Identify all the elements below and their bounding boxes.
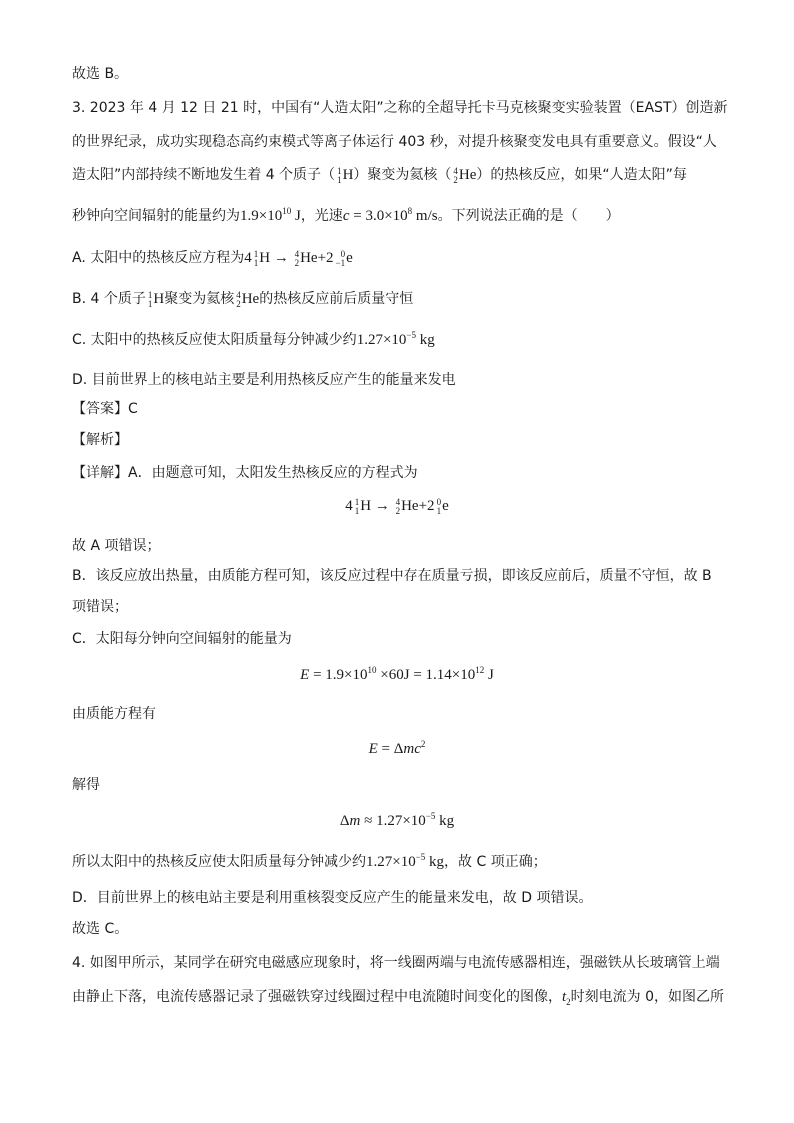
mantissa: = 3.0×10 xyxy=(349,208,408,224)
line-4 xyxy=(72,165,687,185)
element: He xyxy=(401,498,419,514)
unit: kg xyxy=(435,813,455,829)
line-21 xyxy=(72,775,100,795)
text: 故 A 项错误； xyxy=(72,538,161,554)
text: D. 目前世界上的核电站主要是利用热核反应产生的能量来发电 xyxy=(72,372,456,388)
coefficient: 4 xyxy=(345,498,353,514)
unit: kg xyxy=(425,854,445,870)
atomic-number: 1 xyxy=(337,174,342,185)
exponent: 2 xyxy=(420,739,426,749)
arrow: → xyxy=(374,498,390,514)
text: 秒钟向空间辐射的能量约为 xyxy=(72,208,240,224)
mantissa: 1.27×10 xyxy=(356,332,407,348)
text: 项错误； xyxy=(72,599,128,615)
text: C．太阳每分钟向空间辐射的能量为 xyxy=(72,631,292,647)
nuclide-indices xyxy=(437,498,442,516)
mass-number: 4 xyxy=(395,496,401,507)
atomic-number: 2 xyxy=(453,174,458,185)
exponent: 10 xyxy=(367,665,377,675)
text: 故选 B。 xyxy=(72,66,129,82)
proton-symbol xyxy=(335,167,353,183)
element: He xyxy=(241,291,260,307)
mass-number: 4 xyxy=(294,248,300,259)
nuclide-indices xyxy=(337,167,342,185)
text: 【详解】A．由题意可知，太阳发生热核反应的方程式为 xyxy=(72,465,418,481)
equation-mass xyxy=(0,810,794,832)
mass-number: 1 xyxy=(147,289,153,300)
line-16 xyxy=(72,597,128,617)
variable: m xyxy=(349,813,361,829)
line-5 xyxy=(72,206,620,226)
text: 的世界纪录，成功实现稳态高约束模式等离子体运行 403 秒，对提升核聚变发电具有重要意义。假设“人 xyxy=(72,134,717,150)
expression: ≈ 1.27×10 xyxy=(360,813,426,829)
line-27 xyxy=(72,987,724,1012)
expression: ×60J = 1.14×10 xyxy=(376,667,476,683)
text: A. 太阳中的热核反应方程为 xyxy=(72,250,245,266)
mass-number: 4 xyxy=(453,165,458,176)
helium-symbol xyxy=(451,167,476,183)
equation-reaction xyxy=(0,495,794,517)
unit: J xyxy=(484,667,494,683)
text: 时刻电流为 0，如图乙所 xyxy=(570,989,725,1005)
mass-value xyxy=(357,332,435,348)
line-2 xyxy=(72,98,728,118)
atomic-number: 1 xyxy=(436,505,442,516)
text: 解得 xyxy=(72,777,100,793)
mantissa: 1.9×10 xyxy=(240,208,283,224)
text: ，光速 xyxy=(300,208,343,224)
nuclide-indices xyxy=(254,250,259,268)
equation-energy xyxy=(0,664,794,686)
variable: c xyxy=(342,208,350,224)
text: ）的热核反应，如果“人造太阳”每 xyxy=(476,167,687,183)
variable: mc xyxy=(403,741,421,757)
exponent: 12 xyxy=(475,665,485,675)
text: 4. 如图甲所示，某同学在研究电磁感应现象时，将一线圈两端与电流传感器相连，强磁铁从长玻璃管上端 xyxy=(72,955,720,971)
line-3 xyxy=(72,132,717,152)
text: 【答案】C xyxy=(72,401,138,417)
atomic-number: 1 xyxy=(147,298,153,309)
line-23 xyxy=(72,852,547,872)
element: H xyxy=(259,250,271,266)
nuclide-indices xyxy=(355,498,360,516)
option-b xyxy=(72,289,413,309)
atomic-number: 2 xyxy=(395,505,401,516)
mantissa: 1.27×10 xyxy=(366,854,416,870)
element: He xyxy=(300,250,318,266)
element: e xyxy=(346,250,353,266)
line-1 xyxy=(72,64,128,84)
text: 由质能方程有 xyxy=(72,706,156,722)
detail-line-a xyxy=(72,463,418,483)
mass-number: 1 xyxy=(253,248,259,259)
text: 【解析】 xyxy=(72,432,128,448)
light-speed xyxy=(343,208,438,224)
exponent: −5 xyxy=(425,811,436,821)
variable: t xyxy=(562,989,567,1005)
line-26 xyxy=(72,953,720,973)
mass-number: 0 xyxy=(340,248,346,259)
line-24 xyxy=(72,888,592,908)
atomic-number: 1 xyxy=(354,505,360,516)
expression: = Δ xyxy=(377,741,404,757)
coefficient: +2 xyxy=(418,498,435,514)
exponent: −5 xyxy=(406,330,416,340)
atomic-number: 2 xyxy=(236,298,241,309)
expression: = 1.9×10 xyxy=(309,667,368,683)
nuclide-indices xyxy=(336,250,346,268)
atomic-number: 1 xyxy=(253,257,259,268)
mass-value xyxy=(366,854,444,870)
mass-number: 1 xyxy=(354,496,360,507)
energy-value xyxy=(240,208,301,224)
exponent: −5 xyxy=(415,852,426,862)
nuclide-indices xyxy=(453,167,458,185)
exponent: 8 xyxy=(407,206,413,216)
option-c xyxy=(72,330,435,350)
atomic-number: 2 xyxy=(294,257,300,268)
line-15 xyxy=(72,566,712,586)
nuclide-indices xyxy=(396,498,401,516)
text: 造太阳”内部持续不断地发生着 4 个质子（ xyxy=(72,167,336,183)
arrow: → xyxy=(273,250,289,266)
mass-number: 0 xyxy=(436,496,442,507)
line-25 xyxy=(72,919,128,939)
mass-number: 4 xyxy=(236,289,241,300)
unit: J xyxy=(291,208,301,224)
text: 由静止下落，电流传感器记录了强磁铁穿过线圈过程中电流随时间变化的图像， xyxy=(72,989,562,1005)
text: B．该反应放出热量，由质能方程可知，该反应过程中存在质量亏损，即该反应前后，质量不守恒，故 B xyxy=(72,568,712,584)
text: 的热核反应前后质量守恒 xyxy=(259,291,414,307)
text: ）聚变为氦核（ xyxy=(353,167,452,183)
text: 聚变为氦核 xyxy=(164,291,235,307)
line-19 xyxy=(72,704,156,724)
unit: kg xyxy=(415,332,435,348)
text: 故选 C。 xyxy=(72,921,129,937)
reaction-equation xyxy=(244,250,353,266)
analysis-heading xyxy=(72,430,128,450)
element: He xyxy=(458,167,477,183)
coefficient: +2 xyxy=(317,250,334,266)
element: H xyxy=(342,167,354,183)
atomic-number: −1 xyxy=(335,257,346,268)
text: C. 太阳中的热核反应使太阳质量每分钟减少约 xyxy=(72,332,357,348)
element: e xyxy=(442,498,449,514)
nuclide-indices xyxy=(236,291,241,309)
text: 3. 2023 年 4 月 12 日 21 时，中国有“人造太阳”之称的全超导托卡马克核聚变实验装置（EAST）创造新 xyxy=(72,100,728,116)
subscript: 2 xyxy=(566,997,571,1007)
text: 所以太阳中的热核反应使太阳质量每分钟减少约 xyxy=(72,854,366,870)
mass-number: 1 xyxy=(337,165,342,176)
line-17 xyxy=(72,629,292,649)
unit: m/s xyxy=(412,208,438,224)
option-d xyxy=(72,370,456,390)
nuclide-indices xyxy=(295,250,300,268)
nuclide-indices xyxy=(148,291,153,309)
text: ，故 C 项正确； xyxy=(444,854,547,870)
element: H xyxy=(153,291,165,307)
proton-symbol xyxy=(146,291,164,307)
delta: Δ xyxy=(339,813,350,829)
element: H xyxy=(360,498,372,514)
coefficient: 4 xyxy=(244,250,252,266)
text: D．目前世界上的核电站主要是利用重核裂变反应产生的能量来发电，故 D 项错误。 xyxy=(72,890,593,906)
time-symbol xyxy=(562,989,571,1005)
line-14 xyxy=(72,536,160,556)
equation-mass-energy xyxy=(0,738,794,760)
variable: E xyxy=(368,741,378,757)
option-a xyxy=(72,248,353,268)
answer-line xyxy=(72,399,138,419)
helium-symbol xyxy=(234,291,259,307)
text: B. 4 个质子 xyxy=(72,291,146,307)
variable: E xyxy=(300,667,310,683)
exponent: 10 xyxy=(282,206,292,216)
text: 。下列说法正确的是（ ） xyxy=(437,208,620,224)
